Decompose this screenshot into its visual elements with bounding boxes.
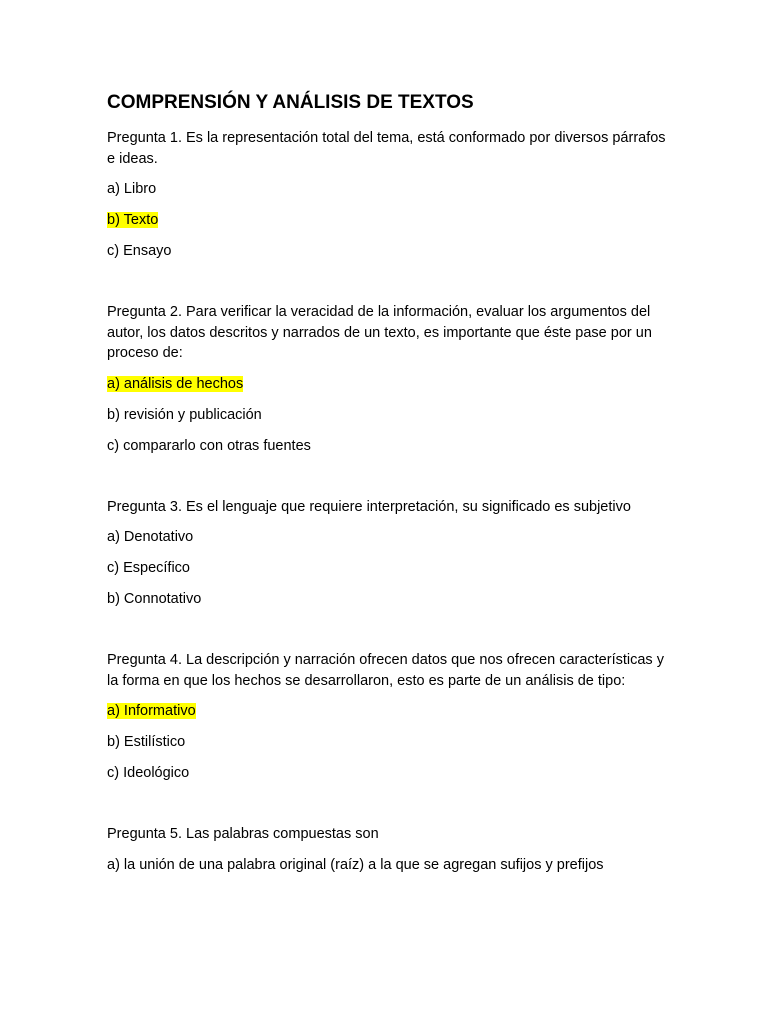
question-1 [107,128,668,262]
answer-option [107,241,668,262]
option-label: c) Ideológico [107,765,190,781]
answer-option [107,732,668,753]
option-label: a) Informativo [107,703,196,719]
answer-option [107,179,668,200]
option-label: a) análisis de hechos [107,375,244,392]
question-3 [107,497,668,611]
answer-option-highlighted [107,210,668,231]
option-label: b) Connotativo [107,591,202,607]
option-label: b) revisión y publicación [107,406,262,423]
option-label: c) Específico [107,560,190,576]
question-2 [107,302,668,457]
question-4 [107,650,668,784]
answer-option [107,405,668,426]
option-label: a) Denotativo [107,529,194,545]
answer-option [107,436,668,457]
answer-option [107,589,668,610]
option-label: a) la unión de una palabra original (raíz) a la que se agregan sufijos y prefijos [107,856,604,873]
document-title: COMPRENSIÓN Y ANÁLISIS DE TEXTOS [107,92,474,113]
option-label: c) compararlo con otras fuentes [107,437,311,454]
option-label: c) Ensayo [107,243,172,259]
question-text: Pregunta 2. Para verificar la veracidad de la información, evaluar los argumentos del autor, los datos descritos y narrados de un texto, es importante que éste pase por un proceso de: [107,304,652,361]
answer-option [107,763,668,784]
option-label: a) Libro [107,181,157,197]
question-5 [107,824,668,876]
answer-option-highlighted [107,374,668,395]
answer-option [107,558,668,579]
answer-option [107,855,668,876]
question-text: Pregunta 1. Es la representación total del tema, está conformado por diversos párrafos e ideas. [107,130,666,167]
answer-option-highlighted [107,701,668,722]
answer-option [107,527,668,548]
question-text: Pregunta 5. Las palabras compuestas son [107,826,379,842]
question-text: Pregunta 4. La descripción y narración ofrecen datos que nos ofrecen características y la forma en que los hechos se desarrollaron, esto es parte de un análisis de tipo: [107,652,664,689]
option-label: b) Texto [107,212,159,228]
question-text: Pregunta 3. Es el lenguaje que requiere interpretación, su significado es subjetivo [107,498,631,515]
option-label: b) Estilístico [107,734,186,750]
